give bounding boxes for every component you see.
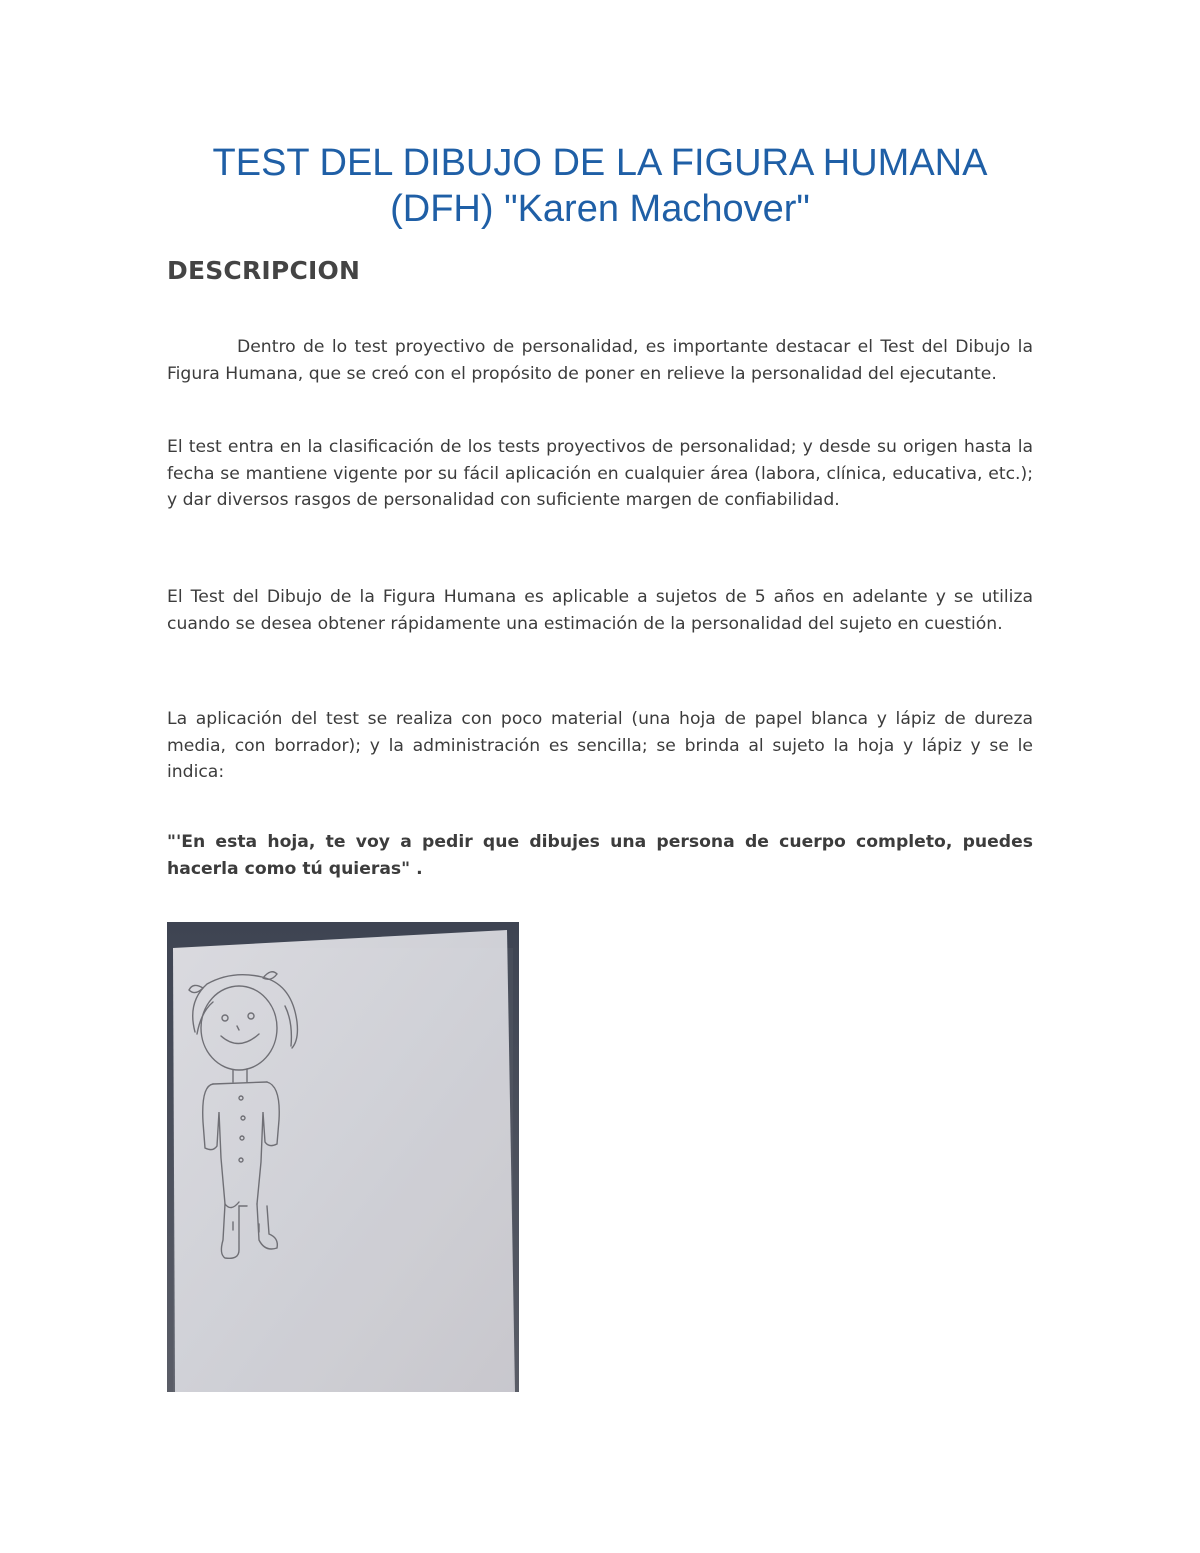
title-line-1: TEST DEL DIBUJO DE LA FIGURA HUMANA	[212, 142, 988, 184]
human-figure-drawing-image	[167, 922, 519, 1392]
document-title	[100, 140, 1100, 232]
section-heading: DESCRIPCION	[167, 256, 361, 285]
drawing-photo	[167, 922, 519, 1392]
paragraph-classification: El test entra en la clasificación de los tests proyectivos de personalidad; y desde su origen hasta la fecha se mantiene vigente por su fácil aplicación en cualquier área (labora, clínica, educativa, etc.); y dar diversos rasgos de personalidad con suficiente margen de confiabilidad.	[167, 437, 1033, 510]
paragraph-administration: La aplicación del test se realiza con poco material (una hoja de papel blanca y lápiz de dureza media, con borrador); y la administración es sencilla; se brinda al sujeto la hoja y lápiz y se le indica:	[167, 709, 1033, 782]
title-line-2: (DFH) "Karen Machover"	[390, 188, 810, 230]
paragraph-applicability: El Test del Dibujo de la Figura Humana es aplicable a sujetos de 5 años en adelante y se utiliza cuando se desea obtener rápidamente una estimación de la personalidad del sujeto en cuestión.	[167, 587, 1033, 634]
instruction-quote: "'En esta hoja, te voy a pedir que dibujes una persona de cuerpo completo, puedes hacerla como tú quieras" .	[167, 832, 1033, 879]
paragraph-intro: Dentro de lo test proyectivo de personalidad, es importante destacar el Test del Dibujo la Figura Humana, que se creó con el propósito de poner en relieve la personalidad del ejecutante.	[167, 337, 1033, 384]
